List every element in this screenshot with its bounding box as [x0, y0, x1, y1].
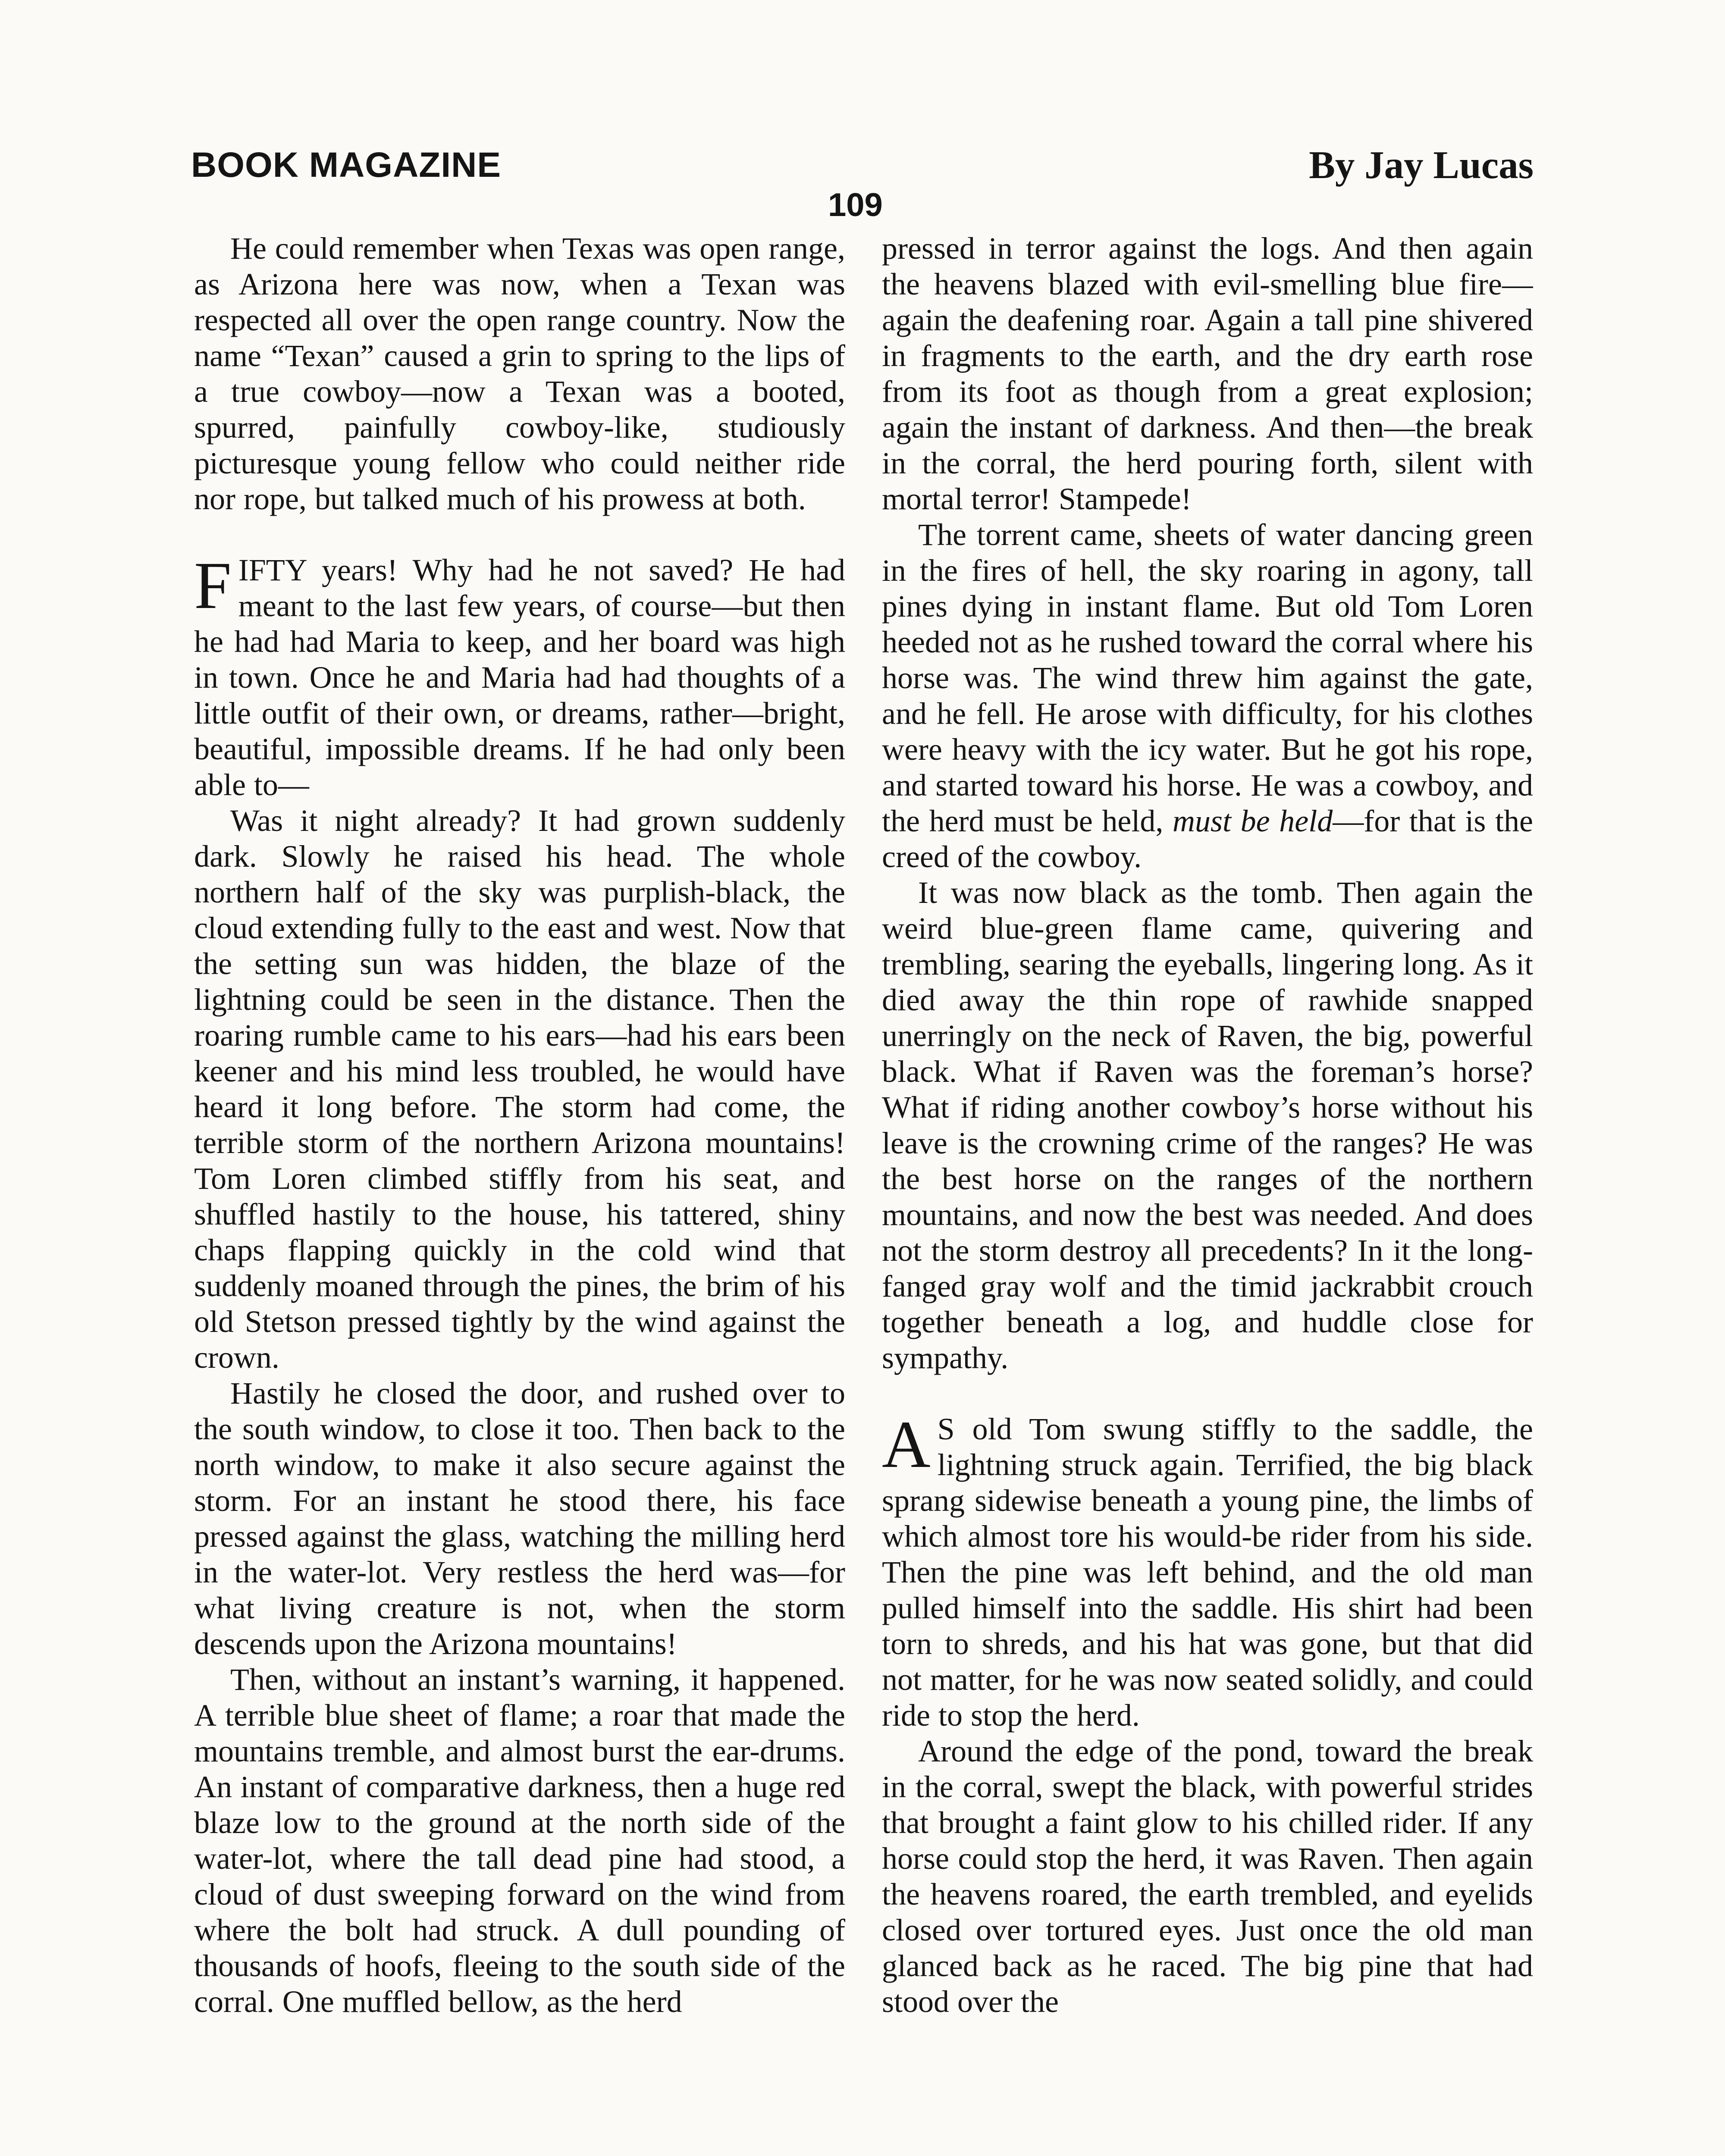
page-number: 109 [828, 187, 883, 223]
italic-must-be-held: must be held [1173, 804, 1333, 838]
section-break [882, 1376, 1533, 1411]
left-text-column [194, 231, 845, 2156]
paragraph-night: Was it night already? It had grown suddenly dark. Slowly he raised his head. The whole northern half of the sky was purplish-black, the cloud extending fully to the east and west. Now that the setting sun was hidden, the blaze of the lightning could be seen in the distance. Then the roaring rumble came to his ears—had his ears been keener and his mind less troubled, he would have heard it long before. The storm had come, the terrible storm of the northern Arizona mountains! Tom Loren climbed stiffly from his seat, and shuffled hastily to the house, his tattered, shiny chaps flapping quickly in the cold wind that suddenly moaned through the pines, the brim of his old Stetson pressed tightly by the wind against the crown. [194, 803, 845, 1375]
paragraph-torrent-end: —for that is the creed of the cowboy. [882, 804, 1533, 874]
paragraph-torrent-text: The torrent came, sheets of water dancing green in the fires of hell, the sky roaring in agony, tall pines dying in instant flame. But old Tom Loren heeded not as he rushed toward the corral where his horse was. The wind threw him against the gate, and he fell. He arose with difficulty, for his clothes were heavy with the icy water. But he got his rope, and started toward his horse. He was a cowboy, and the herd must be held, [882, 517, 1533, 838]
section-break [194, 517, 845, 552]
paragraph-as-old-tom-text: S old Tom swung stiffly to the saddle, the lightning struck again. Terrified, the big black sprang sidewise beneath a young pine, the limbs of which almost tore his would-be rider from his side. Then the pine was left behind, and the old man pulled himself into the saddle. His shirt had been torn to shreds, and his hat was gone, but that did not matter, for he was now seated solidly, and could ride to stop the herd. [882, 1412, 1533, 1733]
drop-cap-a: A [882, 1407, 931, 1482]
paragraph-black-as-tomb: It was now black as the tomb. Then again the weird blue-green flame came, quivering and trembling, searing the eyeballs, lingering long. As it died away the thin rope of rawhide snapped unerringly on the neck of Raven, the big, powerful black. What if Raven was the foreman’s horse? What if riding another cowboy’s horse without his leave is the crowning crime of the ranges? He was the best horse on the ranges of the northern mountains, and now the best was needed. And does not the storm destroy all precedents? In it the long-fanged gray wolf and the timid jackrabbit crouch together beneath a log, and huddle close for sympathy. [882, 875, 1533, 1375]
paragraph-stampede: pressed in terror against the logs. And then again the heavens blazed with evil-smelling blue fire—again the deafening roar. Again a tall pine shivered in fragments to the earth, and the dry earth rose from its foot as though from a great explosion; again the instant of darkness. And then—the break in the corral, the herd pouring forth, silent with mortal terror! Stampede! [882, 231, 1533, 516]
paragraph-window: Hastily he closed the door, and rushed over to the south window, to close it too. Then back to the north window, to make it also secure against the storm. For an instant he stood there, his face pressed against the glass, watching the milling herd in the water-lot. Very restless the herd was—for what living creature is not, when the storm descends upon the Arizona mountains! [194, 1376, 845, 1661]
paragraph-fifty-years [194, 548, 845, 803]
paragraph-as-old-tom [882, 1407, 1533, 1733]
paragraph-torrent [882, 517, 1533, 875]
paragraph-lightning: Then, without an instant’s warning, it happened. A terrible blue sheet of flame; a roar that made the mountains tremble, and almost burst the ear-drums. An instant of comparative darkness, then a huge red blaze low to the ground at the north side of the water-lot, where the tall dead pine had stood, a cloud of dust sweeping forward on the wind from where the bolt had struck. A dull pounding of thousands of hoofs, fleeing to the south side of the corral. One muffled bellow, as the herd [194, 1662, 845, 2019]
author-byline: By Jay Lucas [1309, 143, 1534, 187]
drop-cap-f: F [194, 548, 232, 623]
paragraph-fifty-years-text: IFTY years! Why had he not saved? He had meant to the last few years, of course—but then he had had Maria to keep, and her board was high in town. Once he and Maria had had thoughts of a little outfit of their own, or dreams, rather—bright, beautiful, impossible dreams. If he had only been able to— [194, 553, 845, 802]
right-text-column [882, 231, 1533, 2156]
magazine-title: BOOK MAGAZINE [191, 145, 502, 185]
paragraph-around-pond: Around the edge of the pond, toward the break in the corral, swept the black, with powerful strides that brought a faint glow to his chilled rider. If any horse could stop the herd, it was Raven. Then again the heavens roared, the earth trembled, and eyelids closed over tortured eyes. Just once the old man glanced back as he raced. The big pine that had stood over the [882, 1734, 1533, 2019]
paragraph-texas-range: He could remember when Texas was open range, as Arizona here was now, when a Texan was respected all over the open range country. Now the name “Texan” caused a grin to spring to the lips of a true cowboy—now a Texan was a booted, spurred, painfully cowboy-like, studiously picturesque young fellow who could neither ride nor rope, but talked much of his prowess at both. [194, 231, 845, 516]
